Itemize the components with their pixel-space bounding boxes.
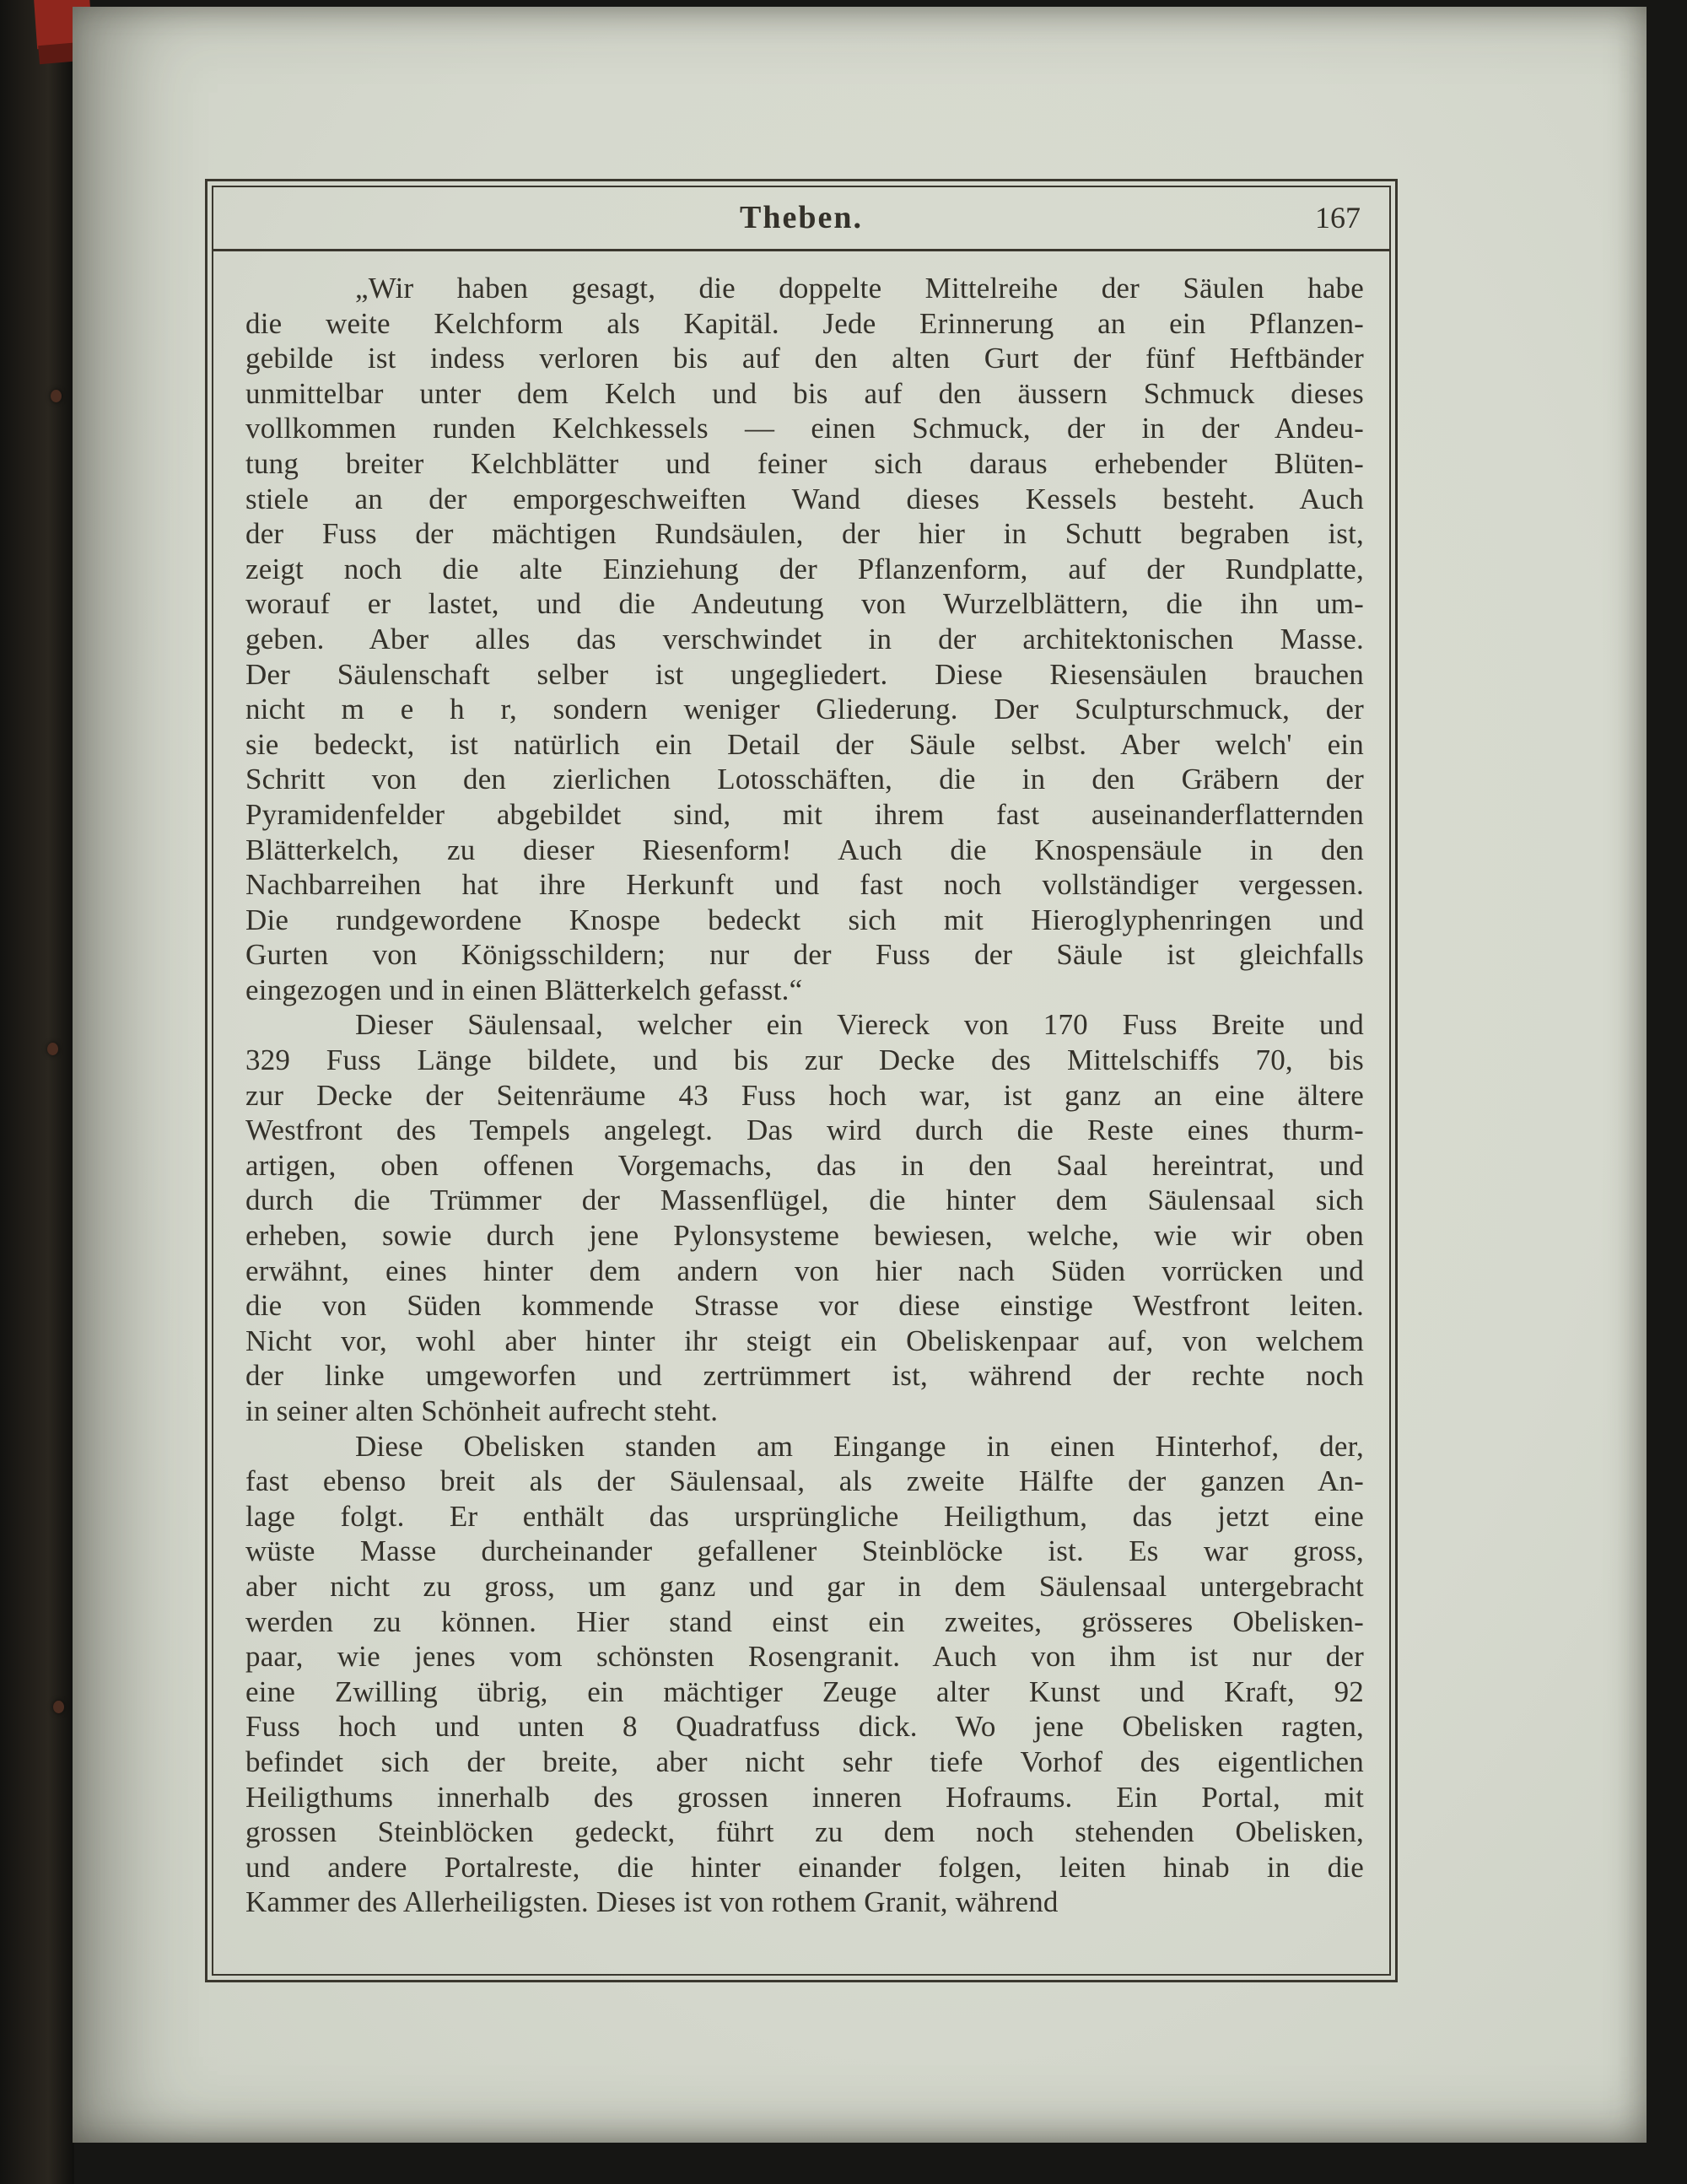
text-line: worauf er lastet, und die Andeutung von Wurzelblättern, die ihn um-: [245, 587, 1364, 621]
page-frame-outer: [205, 179, 1398, 1982]
text-line: artigen, oben offenen Vorgemachs, das in den Saal hereintrat, und: [245, 1148, 1364, 1182]
text-line: 329 Fuss Länge bildete, und bis zur Decke des Mittelschiffs 70, bis: [245, 1043, 1364, 1077]
text-line: befindet sich der breite, aber nicht sehr tiefe Vorhof des eigentlichen: [245, 1745, 1364, 1778]
text-line: fast ebenso breit als der Säulensaal, als zweite Hälfte der ganzen An-: [245, 1464, 1364, 1498]
text-line: die von Süden kommende Strasse vor diese einstige Westfront leiten.: [245, 1289, 1364, 1323]
page-title: Theben.: [740, 199, 863, 235]
text-line: Fuss hoch und unten 8 Quadratfuss dick. Wo jene Obelisken ragten,: [245, 1710, 1364, 1744]
text-line: gebilde ist indess verloren bis auf den alten Gurt der fünf Heftbänder: [245, 342, 1364, 375]
text-line: durch die Trümmer der Massenflügel, die hinter dem Säulensaal sich: [245, 1184, 1364, 1217]
text-line: Blätterkelch, zu dieser Riesenform! Auch die Knospensäule in den: [245, 833, 1364, 866]
text-line: in seiner alten Schönheit aufrecht steht.: [245, 1394, 719, 1427]
text-line: und andere Portalreste, die hinter einander folgen, leiten hinab in die: [245, 1850, 1364, 1884]
page-number: 167: [1315, 200, 1361, 235]
text-line: sie bedeckt, ist natürlich ein Detail der Säule selbst. Aber welch' ein: [245, 727, 1364, 761]
text-line: grossen Steinblöcken gedeckt, führt zu dem noch stehenden Obelisken,: [245, 1815, 1364, 1849]
text-line: Gurten von Königsschildern; nur der Fuss der Säule ist gleichfalls: [245, 938, 1364, 972]
book-page: [73, 7, 1647, 2143]
text-line: Dieser Säulensaal, welcher ein Viereck von 170 Fuss Breite und: [355, 1008, 1364, 1042]
binding-hole: [53, 1701, 64, 1713]
text-body: [213, 251, 1389, 1920]
paragraph: [245, 271, 1364, 1007]
text-line: Nicht vor, wohl aber hinter ihr steigt ein Obeliskenpaar auf, von welchem: [245, 1324, 1364, 1357]
text-line: die weite Kelchform als Kapitäl. Jede Erinnerung an ein Pflanzen-: [245, 306, 1364, 340]
text-line: erwähnt, eines hinter dem andern von hier nach Süden vorrücken und: [245, 1254, 1364, 1287]
text-line: Kammer des Allerheiligsten. Dieses ist von rothem Granit, während: [245, 1885, 1059, 1919]
text-line: Heiligthums innerhalb des grossen inneren Hofraums. Ein Portal, mit: [245, 1780, 1364, 1814]
page-frame-inner: [212, 186, 1391, 1976]
text-line: Der Säulenschaft selber ist ungegliedert. Diese Riesensäulen brauchen: [245, 657, 1364, 691]
text-line: paar, wie jenes vom schönsten Rosengranit. Auch von ihm ist nur der: [245, 1640, 1364, 1674]
binding-hole: [47, 1043, 58, 1055]
text-line: stiele an der emporgeschweiften Wand dieses Kessels besteht. Auch: [245, 482, 1364, 515]
text-line: der linke umgeworfen und zertrümmert ist, während der rechte noch: [245, 1359, 1364, 1393]
text-line: zur Decke der Seitenräume 43 Fuss hoch war, ist ganz an eine ältere: [245, 1078, 1364, 1112]
text-line: lage folgt. Er enthält das ursprüngliche Heiligthum, das jetzt eine: [245, 1499, 1364, 1533]
text-line: „Wir haben gesagt, die doppelte Mittelreihe der Säulen habe: [355, 272, 1364, 305]
text-line: Nachbarreihen hat ihre Herkunft und fast noch vollständiger vergessen.: [245, 868, 1364, 902]
text-line: werden zu können. Hier stand einst ein zweites, grösseres Obelisken-: [245, 1604, 1364, 1638]
paragraph: [245, 1007, 1364, 1428]
running-head: [213, 187, 1389, 251]
text-line: eine Zwilling übrig, ein mächtiger Zeuge alter Kunst und Kraft, 92: [245, 1674, 1364, 1708]
text-line: Die rundgewordene Knospe bedeckt sich mit Hieroglyphenringen und: [245, 903, 1364, 936]
text-line: der Fuss der mächtigen Rundsäulen, der hier in Schutt begraben ist,: [245, 517, 1364, 551]
text-line: nicht m e h r, sondern weniger Gliederung. Der Sculpturschmuck, der: [245, 693, 1364, 726]
text-line: Pyramidenfelder abgebildet sind, mit ihrem fast auseinanderflatternden: [245, 797, 1364, 831]
text-line: Schritt von den zierlichen Lotosschäften, die in den Gräbern der: [245, 763, 1364, 796]
text-line: Diese Obelisken standen am Eingange in einen Hinterhof, der,: [355, 1429, 1364, 1463]
book-spine: [0, 0, 74, 2184]
text-line: erheben, sowie durch jene Pylonsysteme bewiesen, welche, wie wir oben: [245, 1219, 1364, 1253]
text-line: zeigt noch die alte Einziehung der Pflanzenform, auf der Rundplatte,: [245, 552, 1364, 585]
text-line: wüste Masse durcheinander gefallener Steinblöcke ist. Es war gross,: [245, 1534, 1364, 1568]
text-line: eingezogen und in einen Blätterkelch gefasst.“: [245, 973, 803, 1006]
paragraph: [245, 1429, 1364, 1920]
text-line: tung breiter Kelchblätter und feiner sich daraus erhebender Blüten-: [245, 446, 1364, 480]
text-line: vollkommen runden Kelchkessels — einen Schmuck, der in der Andeu-: [245, 412, 1364, 445]
text-line: unmittelbar unter dem Kelch und bis auf den äussern Schmuck dieses: [245, 376, 1364, 410]
binding-hole: [51, 390, 62, 402]
text-line: Westfront des Tempels angelegt. Das wird durch die Reste eines thurm-: [245, 1114, 1364, 1147]
text-line: geben. Aber alles das verschwindet in der architektonischen Masse.: [245, 622, 1364, 655]
text-line: aber nicht zu gross, um ganz und gar in dem Säulensaal untergebracht: [245, 1569, 1364, 1603]
